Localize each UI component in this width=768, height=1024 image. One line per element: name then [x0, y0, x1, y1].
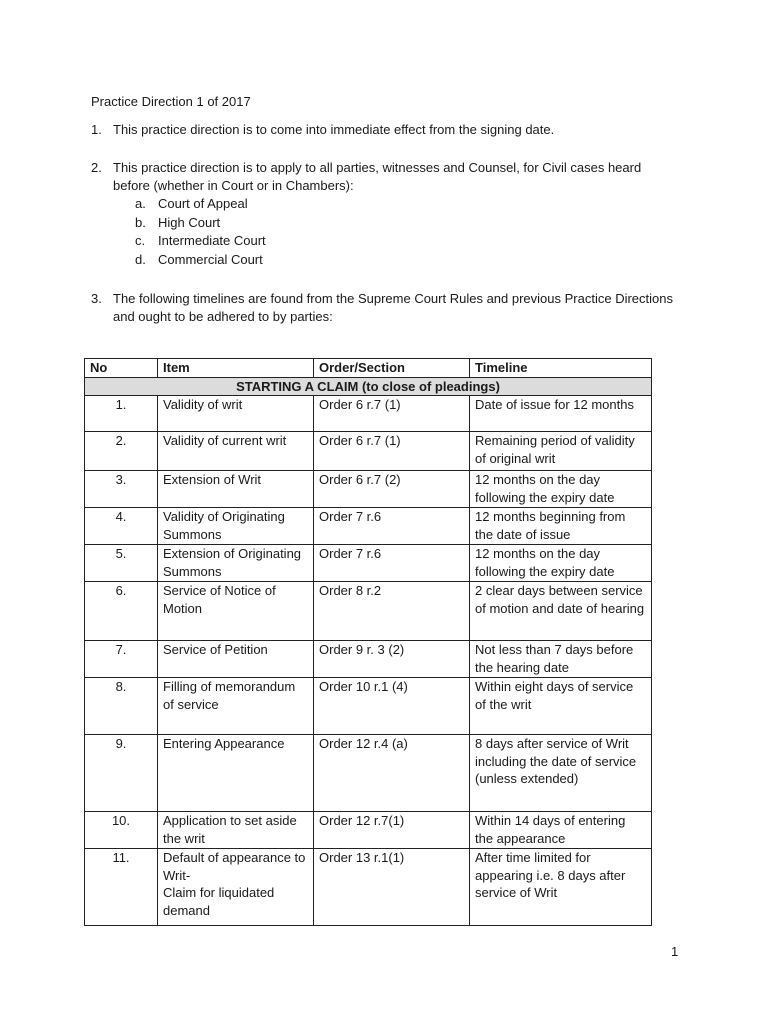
cell-timeline: 12 months on the day following the expiry date: [470, 471, 652, 508]
cell-timeline: 8 days after service of Writ including the date of service (unless extended): [470, 735, 652, 812]
court-list-item: d. Commercial Court: [135, 251, 263, 267]
table-header-row: [85, 359, 652, 378]
page-number: 1: [671, 944, 679, 959]
table-row: [85, 678, 652, 735]
cell-item: Validity of Originating Summons: [158, 508, 314, 545]
column-header-no: No: [85, 359, 158, 378]
cell-order: Order 6 r.7 (1): [314, 432, 470, 471]
cell-order: Order 13 r.1(1): [314, 849, 470, 926]
cell-order: Order 7 r.6: [314, 508, 470, 545]
cell-no: 5.: [85, 545, 158, 582]
cell-item: Validity of current writ: [158, 432, 314, 471]
cell-item: Entering Appearance: [158, 735, 314, 812]
cell-no: 3.: [85, 471, 158, 508]
section-row: [85, 377, 652, 396]
cell-no: 11.: [85, 849, 158, 926]
cell-order: Order 6 r.7 (1): [314, 396, 470, 432]
court-list-item: b. High Court: [135, 214, 221, 230]
column-header-timeline: Timeline: [470, 359, 652, 378]
paragraph-number: 1.: [91, 122, 102, 137]
cell-item: Extension of Originating Summons: [158, 545, 314, 582]
paragraph-number: 2.: [91, 160, 102, 175]
table-row: [85, 582, 652, 641]
cell-order: Order 6 r.7 (2): [314, 471, 470, 508]
paragraph-text: This practice direction is to apply to all parties, witnesses and Counsel, for Civil cases heard before (whether in Court or in Chambers):: [113, 160, 642, 193]
cell-order: Order 9 r. 3 (2): [314, 641, 470, 678]
cell-item: Default of appearance to Writ- Claim for liquidated demand: [158, 849, 314, 926]
cell-timeline: 2 clear days between service of motion and date of hearing: [470, 582, 652, 641]
cell-no: 8.: [85, 678, 158, 735]
cell-timeline: Remaining period of validity of original writ: [470, 432, 652, 471]
cell-timeline: Date of issue for 12 months: [470, 396, 652, 432]
court-list-item: a. Court of Appeal: [135, 196, 248, 211]
paragraph-number: 3.: [91, 291, 102, 306]
cell-order: Order 7 r.6: [314, 545, 470, 582]
table-row: [85, 471, 652, 508]
cell-no: 4.: [85, 508, 158, 545]
column-header-item: Item: [158, 359, 314, 378]
table-row: [85, 849, 652, 926]
cell-no: 6.: [85, 582, 158, 641]
cell-order: Order 12 r.4 (a): [314, 735, 470, 812]
cell-timeline: Not less than 7 days before the hearing date: [470, 641, 652, 678]
cell-item: Validity of writ: [158, 396, 314, 432]
timelines-table: [84, 358, 652, 926]
cell-item: Filling of memorandum of service: [158, 678, 314, 735]
cell-order: Order 10 r.1 (4): [314, 678, 470, 735]
table-row: [85, 508, 652, 545]
table-row: [85, 396, 652, 432]
court-list-item: c. Intermediate Court: [135, 233, 266, 248]
cell-timeline: Within eight days of service of the writ: [470, 678, 652, 735]
column-header-order: Order/Section: [314, 359, 470, 378]
cell-no: 2.: [85, 432, 158, 471]
cell-timeline: Within 14 days of entering the appearance: [470, 812, 652, 849]
paragraph-1: [91, 121, 681, 139]
section-title: STARTING A CLAIM (to close of pleadings): [85, 377, 652, 396]
cell-no: 7.: [85, 641, 158, 678]
table-row: [85, 545, 652, 582]
cell-no: 9.: [85, 735, 158, 812]
cell-item: Extension of Writ: [158, 471, 314, 508]
cell-no: 10.: [85, 812, 158, 849]
cell-timeline: 12 months beginning from the date of issue: [470, 508, 652, 545]
cell-order: Order 12 r.7(1): [314, 812, 470, 849]
cell-timeline: After time limited for appearing i.e. 8 days after service of Writ: [470, 849, 652, 926]
cell-no: 1.: [85, 396, 158, 432]
table-row: [85, 432, 652, 471]
cell-item: Application to set aside the writ: [158, 812, 314, 849]
document-title: Practice Direction 1 of 2017: [91, 94, 251, 109]
court-list: [135, 195, 681, 269]
table-row: [85, 735, 652, 812]
paragraph-3: [91, 290, 681, 326]
table-row: [85, 812, 652, 849]
cell-item: Service of Petition: [158, 641, 314, 678]
cell-item: Service of Notice of Motion: [158, 582, 314, 641]
paragraph-text: This practice direction is to come into immediate effect from the signing date.: [113, 122, 555, 137]
paragraph-2: [91, 159, 681, 269]
cell-order: Order 8 r.2: [314, 582, 470, 641]
cell-timeline: 12 months on the day following the expiry date: [470, 545, 652, 582]
paragraph-text: The following timelines are found from the Supreme Court Rules and previous Practice Directions and ought to be adhered to by parties:: [113, 291, 673, 324]
table-row: [85, 641, 652, 678]
